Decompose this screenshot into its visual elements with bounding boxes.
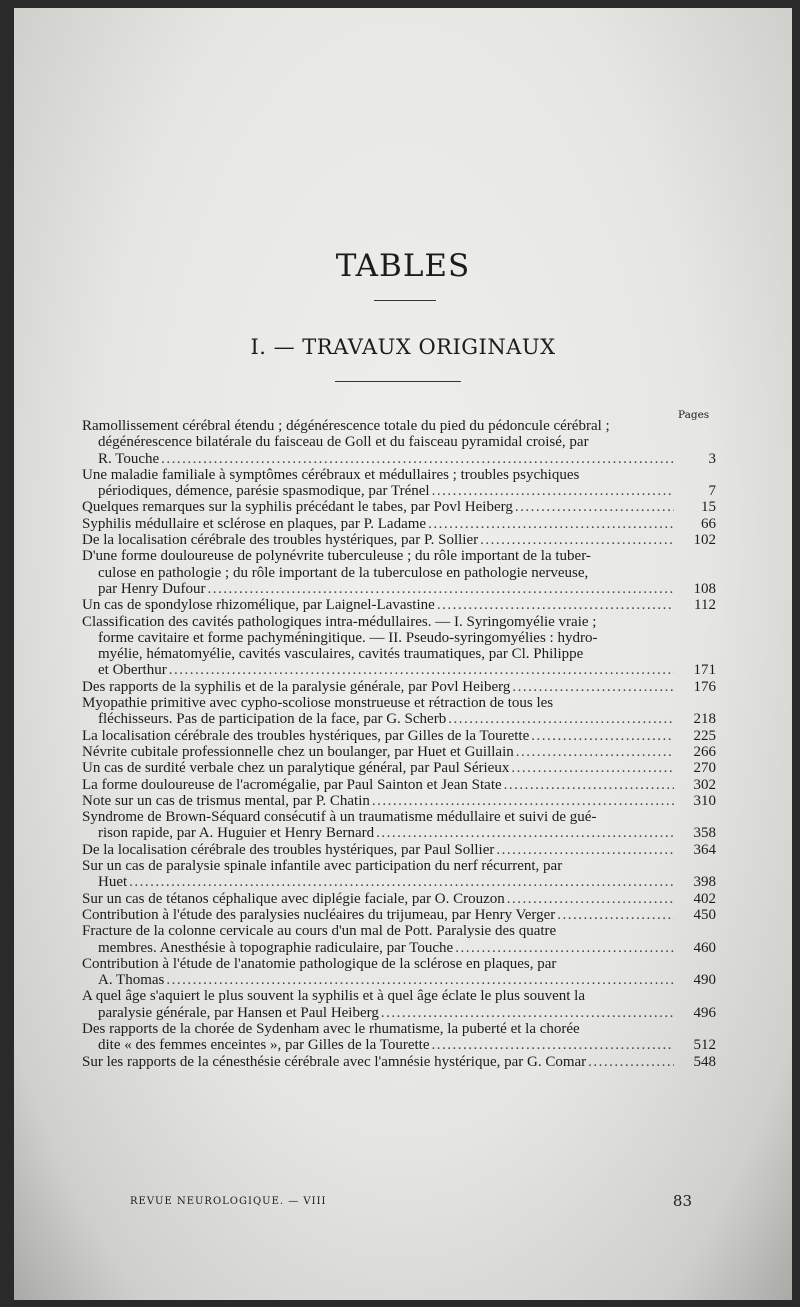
pages-column-header: Pages <box>678 409 710 421</box>
toc-page-number: 218 <box>693 711 716 728</box>
toc-page-number: 402 <box>693 890 716 907</box>
dot-leader <box>428 516 674 532</box>
toc-entry <box>82 744 716 760</box>
toc-page-number: 496 <box>693 1004 716 1021</box>
toc-entry-last-line <box>82 483 676 499</box>
toc-entry <box>82 793 716 809</box>
toc-page-number: 310 <box>693 792 716 809</box>
toc-entry-last-line <box>82 777 676 793</box>
toc-entry <box>82 418 716 467</box>
dot-leader <box>166 972 674 988</box>
toc-entry-last-line <box>82 972 676 988</box>
toc-page-number: 176 <box>693 678 716 695</box>
toc-entry <box>82 760 716 776</box>
toc-entry-last-line <box>82 825 676 841</box>
toc-entry-last-line <box>82 499 676 515</box>
toc-entry <box>82 728 716 744</box>
toc-entry-text: Un cas de surdité verbale chez un paralytique général, par Paul Sérieux <box>82 760 510 777</box>
toc-entry-line: Contribution à l'étude de l'anatomie pathologique de la sclérose en plaques, par <box>82 955 557 972</box>
toc-entry-last-line <box>82 1037 676 1053</box>
toc-entry-text: R. Touche <box>98 450 160 467</box>
toc-entry-last-line <box>82 597 676 613</box>
toc-entry <box>82 923 716 956</box>
toc-entry-last-line <box>82 451 676 467</box>
page-footer <box>130 1192 692 1210</box>
toc-entry-text: Syphilis médullaire et sclérose en plaques, par P. Ladame <box>82 515 427 532</box>
toc-entry-text: Sur un cas de tétanos céphalique avec diplégie faciale, par O. Crouzon <box>82 890 505 907</box>
toc-page-number: 66 <box>701 515 716 532</box>
toc-entry <box>82 858 716 891</box>
toc-entry-text: A. Thomas <box>98 972 165 989</box>
toc-entry-text: La localisation cérébrale des troubles hystériques, par Gilles de la Tourette <box>82 727 530 744</box>
dot-leader <box>381 1005 674 1021</box>
dot-leader <box>511 760 674 776</box>
toc-entry-last-line <box>82 679 676 695</box>
toc-page-number: 512 <box>693 1037 716 1054</box>
toc-entry-text: La forme douloureuse de l'acromégalie, par Paul Sainton et Jean State <box>82 776 502 793</box>
toc-entry-last-line <box>82 793 676 809</box>
toc-entry-line: Myopathie primitive avec cypho-scoliose monstrueuse et rétraction de tous les <box>82 695 554 712</box>
dot-leader <box>504 777 674 793</box>
toc-entry-text: membres. Anesthésie à topographie radiculaire, par Touche <box>98 939 454 956</box>
toc-entry <box>82 679 716 695</box>
toc-page-number: 398 <box>693 874 716 891</box>
toc-page-number: 15 <box>701 499 716 516</box>
toc-entry-last-line <box>82 581 676 597</box>
toc-entry-last-line <box>82 728 676 744</box>
toc-entry-last-line <box>82 891 676 907</box>
toc-page-number: 490 <box>693 972 716 989</box>
toc-page-number: 548 <box>693 1053 716 1070</box>
toc-page-number: 171 <box>693 662 716 679</box>
toc-entry-text: De la localisation cérébrale des troubles hystériques, par P. Sollier <box>82 532 479 549</box>
dot-leader <box>372 793 674 809</box>
toc-entry-last-line <box>82 842 676 858</box>
toc-entry-line: D'une forme douloureuse de polynévrite tuberculeuse ; du rôle important de la tuber- <box>82 548 591 565</box>
dot-leader <box>480 532 674 548</box>
table-of-contents <box>82 418 716 1070</box>
toc-page-number: 364 <box>693 841 716 858</box>
toc-entry-last-line <box>82 760 676 776</box>
toc-entry-text: Des rapports de la syphilis et de la paralysie générale, par Povl Heiberg <box>82 678 511 695</box>
toc-entry-last-line <box>82 907 676 923</box>
toc-entry <box>82 467 716 500</box>
toc-entry-text: rison rapide, par A. Huguier et Henry Bernard <box>98 825 375 842</box>
toc-entry <box>82 891 716 907</box>
title-rule <box>374 300 436 301</box>
dot-leader <box>207 581 674 597</box>
dot-leader <box>516 744 674 760</box>
toc-entry-text: De la localisation cérébrale des troubles hystériques, par Paul Sollier <box>82 841 495 858</box>
toc-entry-text: Névrite cubitale professionnelle chez un boulanger, par Huet et Guillain <box>82 743 514 760</box>
toc-entry-line: Classification des cavités pathologiques intra-médullaires. — I. Syringomyélie vraie ; <box>82 613 597 630</box>
toc-page-number: 460 <box>693 939 716 956</box>
toc-entry-text: et Oberthur <box>98 662 167 679</box>
toc-entry <box>82 695 716 728</box>
dot-leader <box>588 1054 674 1070</box>
toc-entry-last-line <box>82 662 676 678</box>
toc-entry <box>82 842 716 858</box>
toc-page-number: 266 <box>693 743 716 760</box>
toc-entry <box>82 1054 716 1070</box>
page-number: 83 <box>672 1192 692 1210</box>
dot-leader <box>507 891 674 907</box>
toc-entry-line: dégénérescence bilatérale du faisceau de Goll et du faisceau pyramidal croisé, par <box>98 434 589 451</box>
dot-leader <box>161 451 674 467</box>
toc-page-number: 108 <box>693 580 716 597</box>
toc-page-number: 225 <box>693 727 716 744</box>
toc-entry-text: paralysie générale, par Hansen et Paul Heiberg <box>98 1004 379 1021</box>
toc-entry-text: périodiques, démence, parésie spasmodique, par Trénel <box>98 483 430 500</box>
toc-entry <box>82 907 716 923</box>
dot-leader <box>431 1037 674 1053</box>
journal-running-title: REVUE NEUROLOGIQUE. — VIII <box>130 1196 327 1207</box>
toc-entry-text: Un cas de spondylose rhizomélique, par Laignel-Lavastine <box>82 597 435 614</box>
toc-page-number: 112 <box>694 597 716 614</box>
toc-entry <box>82 956 716 989</box>
toc-entry-text: Sur les rapports de la cénesthésie cérébrale avec l'amnésie hystérique, par G. Comar <box>82 1053 587 1070</box>
toc-entry-last-line <box>82 744 676 760</box>
toc-entry-text: Huet <box>98 874 128 891</box>
page-title: TABLES <box>335 248 471 284</box>
toc-page-number: 7 <box>708 483 716 500</box>
toc-entry-line: Fracture de la colonne cervicale au cours d'un mal de Pott. Paralysie des quatre <box>82 923 557 940</box>
toc-entry-text: Note sur un cas de trismus mental, par P. Chatin <box>82 792 370 809</box>
toc-entry-line: A quel âge s'aquiert le plus souvent la syphilis et à quel âge éclate le plus souvent la <box>82 988 585 1005</box>
toc-entry-line: myélie, hématomyélie, cavités vasculaires, cavités traumatiques, par Cl. Philippe <box>98 646 584 663</box>
toc-entry <box>82 777 716 793</box>
toc-entry-last-line <box>82 1005 676 1021</box>
dot-leader <box>515 499 674 515</box>
section-heading: I. — TRAVAUX ORIGINAUX <box>250 335 556 359</box>
dot-leader <box>376 825 674 841</box>
toc-entry <box>82 548 716 597</box>
dot-leader <box>169 662 674 678</box>
toc-entry-line: culose en pathologie ; du rôle important de la tuberculose en pathologie nerveuse, <box>98 564 589 581</box>
dot-leader <box>557 907 674 923</box>
dot-leader <box>512 679 674 695</box>
toc-entry-text: Contribution à l'étude des paralysies nucléaires du trijumeau, par Henry Verger <box>82 906 556 923</box>
toc-entry-last-line <box>82 516 676 532</box>
toc-entry-line: forme cavitaire et forme pachyméningitique. — II. Pseudo-syringomyélies : hydro- <box>98 629 598 646</box>
toc-entry-line: Ramollissement cérébral étendu ; dégénérescence totale du pied du pédoncule cérébral ; <box>82 418 610 434</box>
dot-leader <box>496 842 674 858</box>
toc-entry <box>82 988 716 1021</box>
dot-leader <box>437 597 674 613</box>
dot-leader <box>448 711 674 727</box>
toc-page-number: 270 <box>693 760 716 777</box>
toc-entry-last-line <box>82 711 676 727</box>
toc-entry <box>82 614 716 679</box>
toc-entry-text: par Henry Dufour <box>98 580 206 597</box>
toc-entry-text: Quelques remarques sur la syphilis précédant le tabes, par Povl Heiberg <box>82 499 513 516</box>
toc-entry-last-line <box>82 1054 676 1070</box>
toc-entry-text: dite « des femmes enceintes », par Gilles de la Tourette <box>98 1037 430 1054</box>
toc-entry <box>82 532 716 548</box>
toc-entry-line: Des rapports de la chorée de Sydenham avec le rhumatisme, la puberté et la chorée <box>82 1020 580 1037</box>
toc-entry-last-line <box>82 532 676 548</box>
toc-entry <box>82 499 716 515</box>
dot-leader <box>531 728 674 744</box>
dot-leader <box>455 940 674 956</box>
toc-entry <box>82 1021 716 1054</box>
toc-entry <box>82 516 716 532</box>
toc-entry-line: Syndrome de Brown-Séquard consécutif à un traumatisme médullaire et suivi de gué- <box>82 809 597 826</box>
toc-page-number: 450 <box>693 906 716 923</box>
dot-leader <box>432 483 674 499</box>
dot-leader <box>129 874 674 890</box>
toc-page-number: 358 <box>693 825 716 842</box>
toc-entry-last-line <box>82 874 676 890</box>
toc-entry <box>82 597 716 613</box>
toc-page-number: 302 <box>693 776 716 793</box>
toc-entry-text: fléchisseurs. Pas de participation de la face, par G. Scherb <box>98 711 447 728</box>
toc-entry-line: Sur un cas de paralysie spinale infantile avec participation du nerf récurrent, par <box>82 858 563 875</box>
section-rule <box>335 381 461 382</box>
toc-entry-last-line <box>82 940 676 956</box>
toc-entry-line: Une maladie familiale à symptômes cérébraux et médullaires ; troubles psychiques <box>82 466 580 483</box>
toc-entry <box>82 809 716 842</box>
document-page <box>14 8 792 1300</box>
toc-page-number: 3 <box>708 450 716 467</box>
toc-page-number: 102 <box>693 532 716 549</box>
